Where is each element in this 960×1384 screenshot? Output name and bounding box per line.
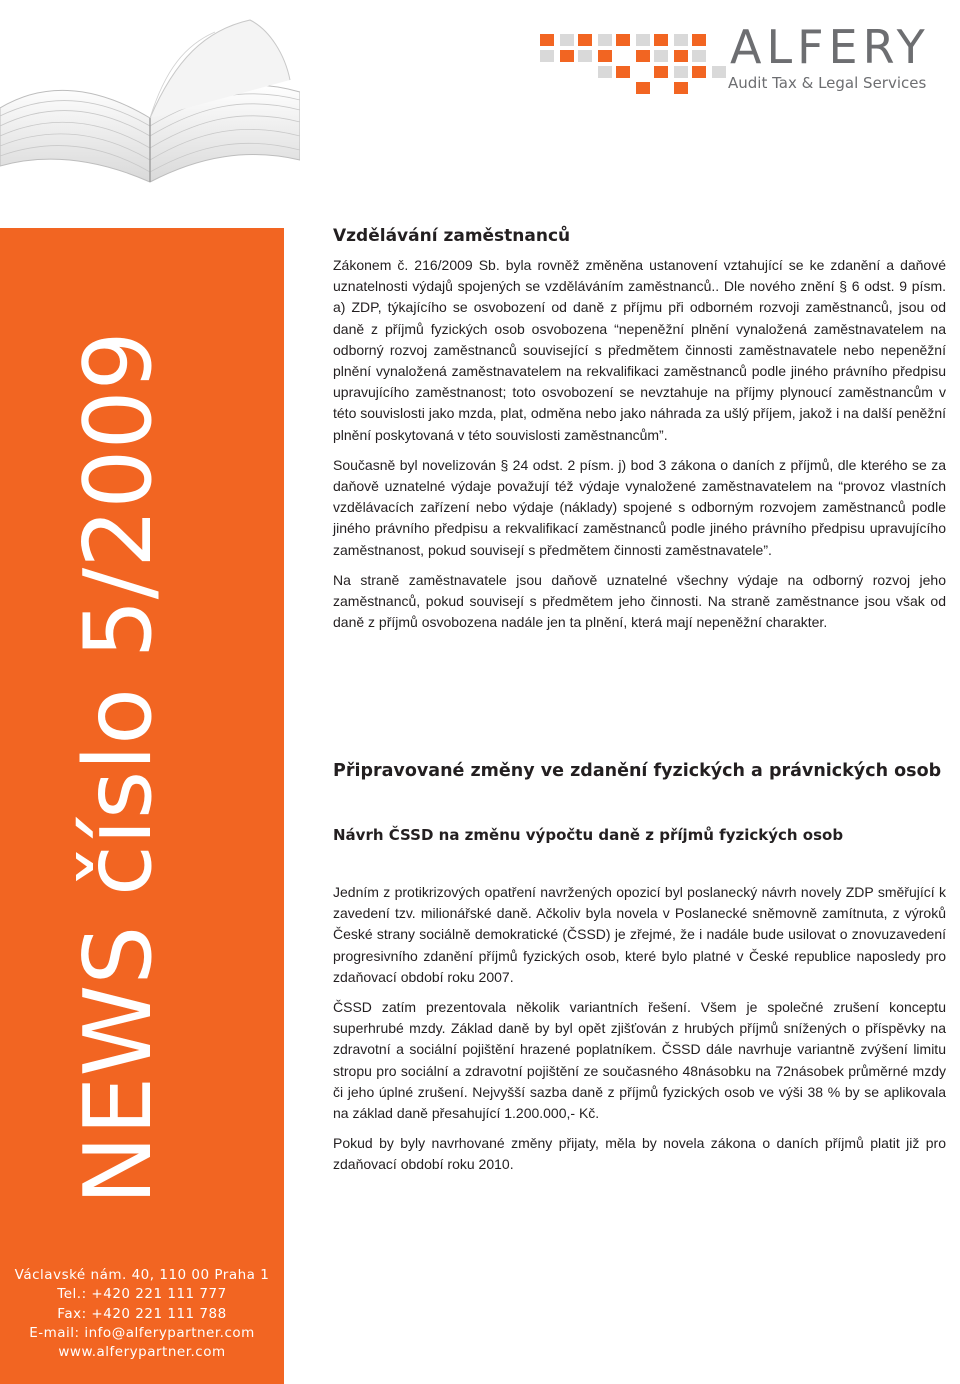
section-tax-changes	[333, 760, 946, 1176]
logo-tagline: Audit Tax & Legal Services	[728, 74, 927, 92]
paragraph: Současně byl novelizován § 24 odst. 2 písm. j) bod 3 zákona o daních z příjmů, dle kterého se za daňově uznatelné výdaje považují též výdaje vynaložené zaměstnavatelem na “provoz vlastních vzdělávacích zařízení nebo výdaje (náklady) spojené s odborným rozvojem zaměstnanců podle jiného právního předpisu a rekvalifikací zaměstnanců podle jiného právního předpisu upravujícího zaměstnanost, pokud souvisejí s předmětem činnosti zaměstnavatele”.	[333, 456, 946, 558]
paragraph: ČSSD zatím prezentovala několik variantních řešení. Všem je společné zrušení konceptu superhrubé mzdy. Základ daně by byl opět zjišťován z hrubých příjmů snížených o příspěvky na zdravotní a sociální pojištění hrazené poplatníkem. ČSSD dále navrhuje variantně zvýšení limitu stropu pro sociální a zdravotní pojištění ze současného 48násobku na 72násobek průměrné mzdy či jeho úplné zrušení. Nejvyšší sazba daně z příjmů fyzických osob ve výši 38 % by se aplikovala na základ daně přesahující 1.200.000,- Kč.	[333, 999, 946, 1122]
logo-name: ALFERY	[730, 20, 930, 74]
paragraph: Na straně zaměstnavatele jsou daňově uznatelné všechny výdaje na odborný rozvoj jeho zaměstnanců, pokud souvisejí s předmětem jeho činnosti. Na straně zaměstnance jsou však od daně z příjmů osvobozena nadále jen ta plnění, která mají nepeněžní charakter.	[333, 571, 946, 631]
contact-phone: Tel.: +420 221 111 777	[57, 1286, 227, 1303]
section-subheading: Návrh ČSSD na změnu výpočtu daně z příjmů fyzických osob	[333, 826, 844, 844]
paragraph: Zákonem č. 216/2009 Sb. byla rovněž změněna ustanovení vztahující se ke zdanění a daňové uznatelnosti výdajů spojených se vzděláváním zaměstnanců.. Dle nového znění § 6 odst. 9 písm. a) ZDP, týkajícího se osvobození od daně z příjmu při odborném rozvoji zaměstnanců, jsou od daně z příjmů fyzických osob osvobozena “nepeněžní plnění vynaložená zaměstnavatelem na odborný rozvoj zaměstnanců související s předmětem činnosti zaměstnavatele nebo nepeněžní plnění vynaložená zaměstnavatelem na rekvalifikaci zaměstnanců podle jiného právního předpisu upravujícího zaměstnanost; toto osvobození se nevztahuje na příjmy plynoucí zaměstnancům v této souvislosti jako mzda, plat, odměna nebo jako náhrada za ušlý příjem, jakož i na další peněžní plnění poskytovaná v této souvislosti zaměstnancům”.	[333, 257, 946, 443]
contact-website[interactable]: www.alferypartner.com	[58, 1344, 226, 1361]
section-employee-education	[333, 226, 946, 633]
section-heading: Připravované změny ve zdanění fyzických a právnických osob	[333, 761, 942, 781]
alfery-logo	[540, 20, 960, 116]
alfery-checker-logo-mark	[540, 34, 730, 94]
open-book-illustration	[0, 0, 300, 200]
paragraph: Pokud by byly navrhované změny přijaty, měla by novela zákona o daních příjmů platit již pro zdaňovací období roku 2010.	[333, 1135, 946, 1173]
section-heading: Vzdělávání zaměstnanců	[333, 226, 571, 246]
sidebar-title: NEWS číslo 5/2009	[64, 331, 172, 1205]
contact-block	[0, 1266, 284, 1362]
contact-fax: Fax: +420 221 111 788	[57, 1305, 227, 1322]
contact-address: Václavské nám. 40, 110 00 Praha 1	[14, 1267, 270, 1283]
paragraph: Jedním z protikrizových opatření navržených opozicí byl poslanecký návrh novely ZDP směřující k zavedení tzv. milionářské daně. Ačkoliv byla novela v Poslanecké sněmovně zamítnuta, z výroků České strany sociálně demokratické (ČSSD) je zřejmé, že i nadále bude usilovat o znovuzavedení progresivního zdanění příjmů fyzických osob, které bylo platné v České republice naposledy pro zdaňovací období roku 2007.	[333, 884, 946, 985]
contact-email[interactable]: E-mail: info@alferypartner.com	[29, 1324, 255, 1341]
